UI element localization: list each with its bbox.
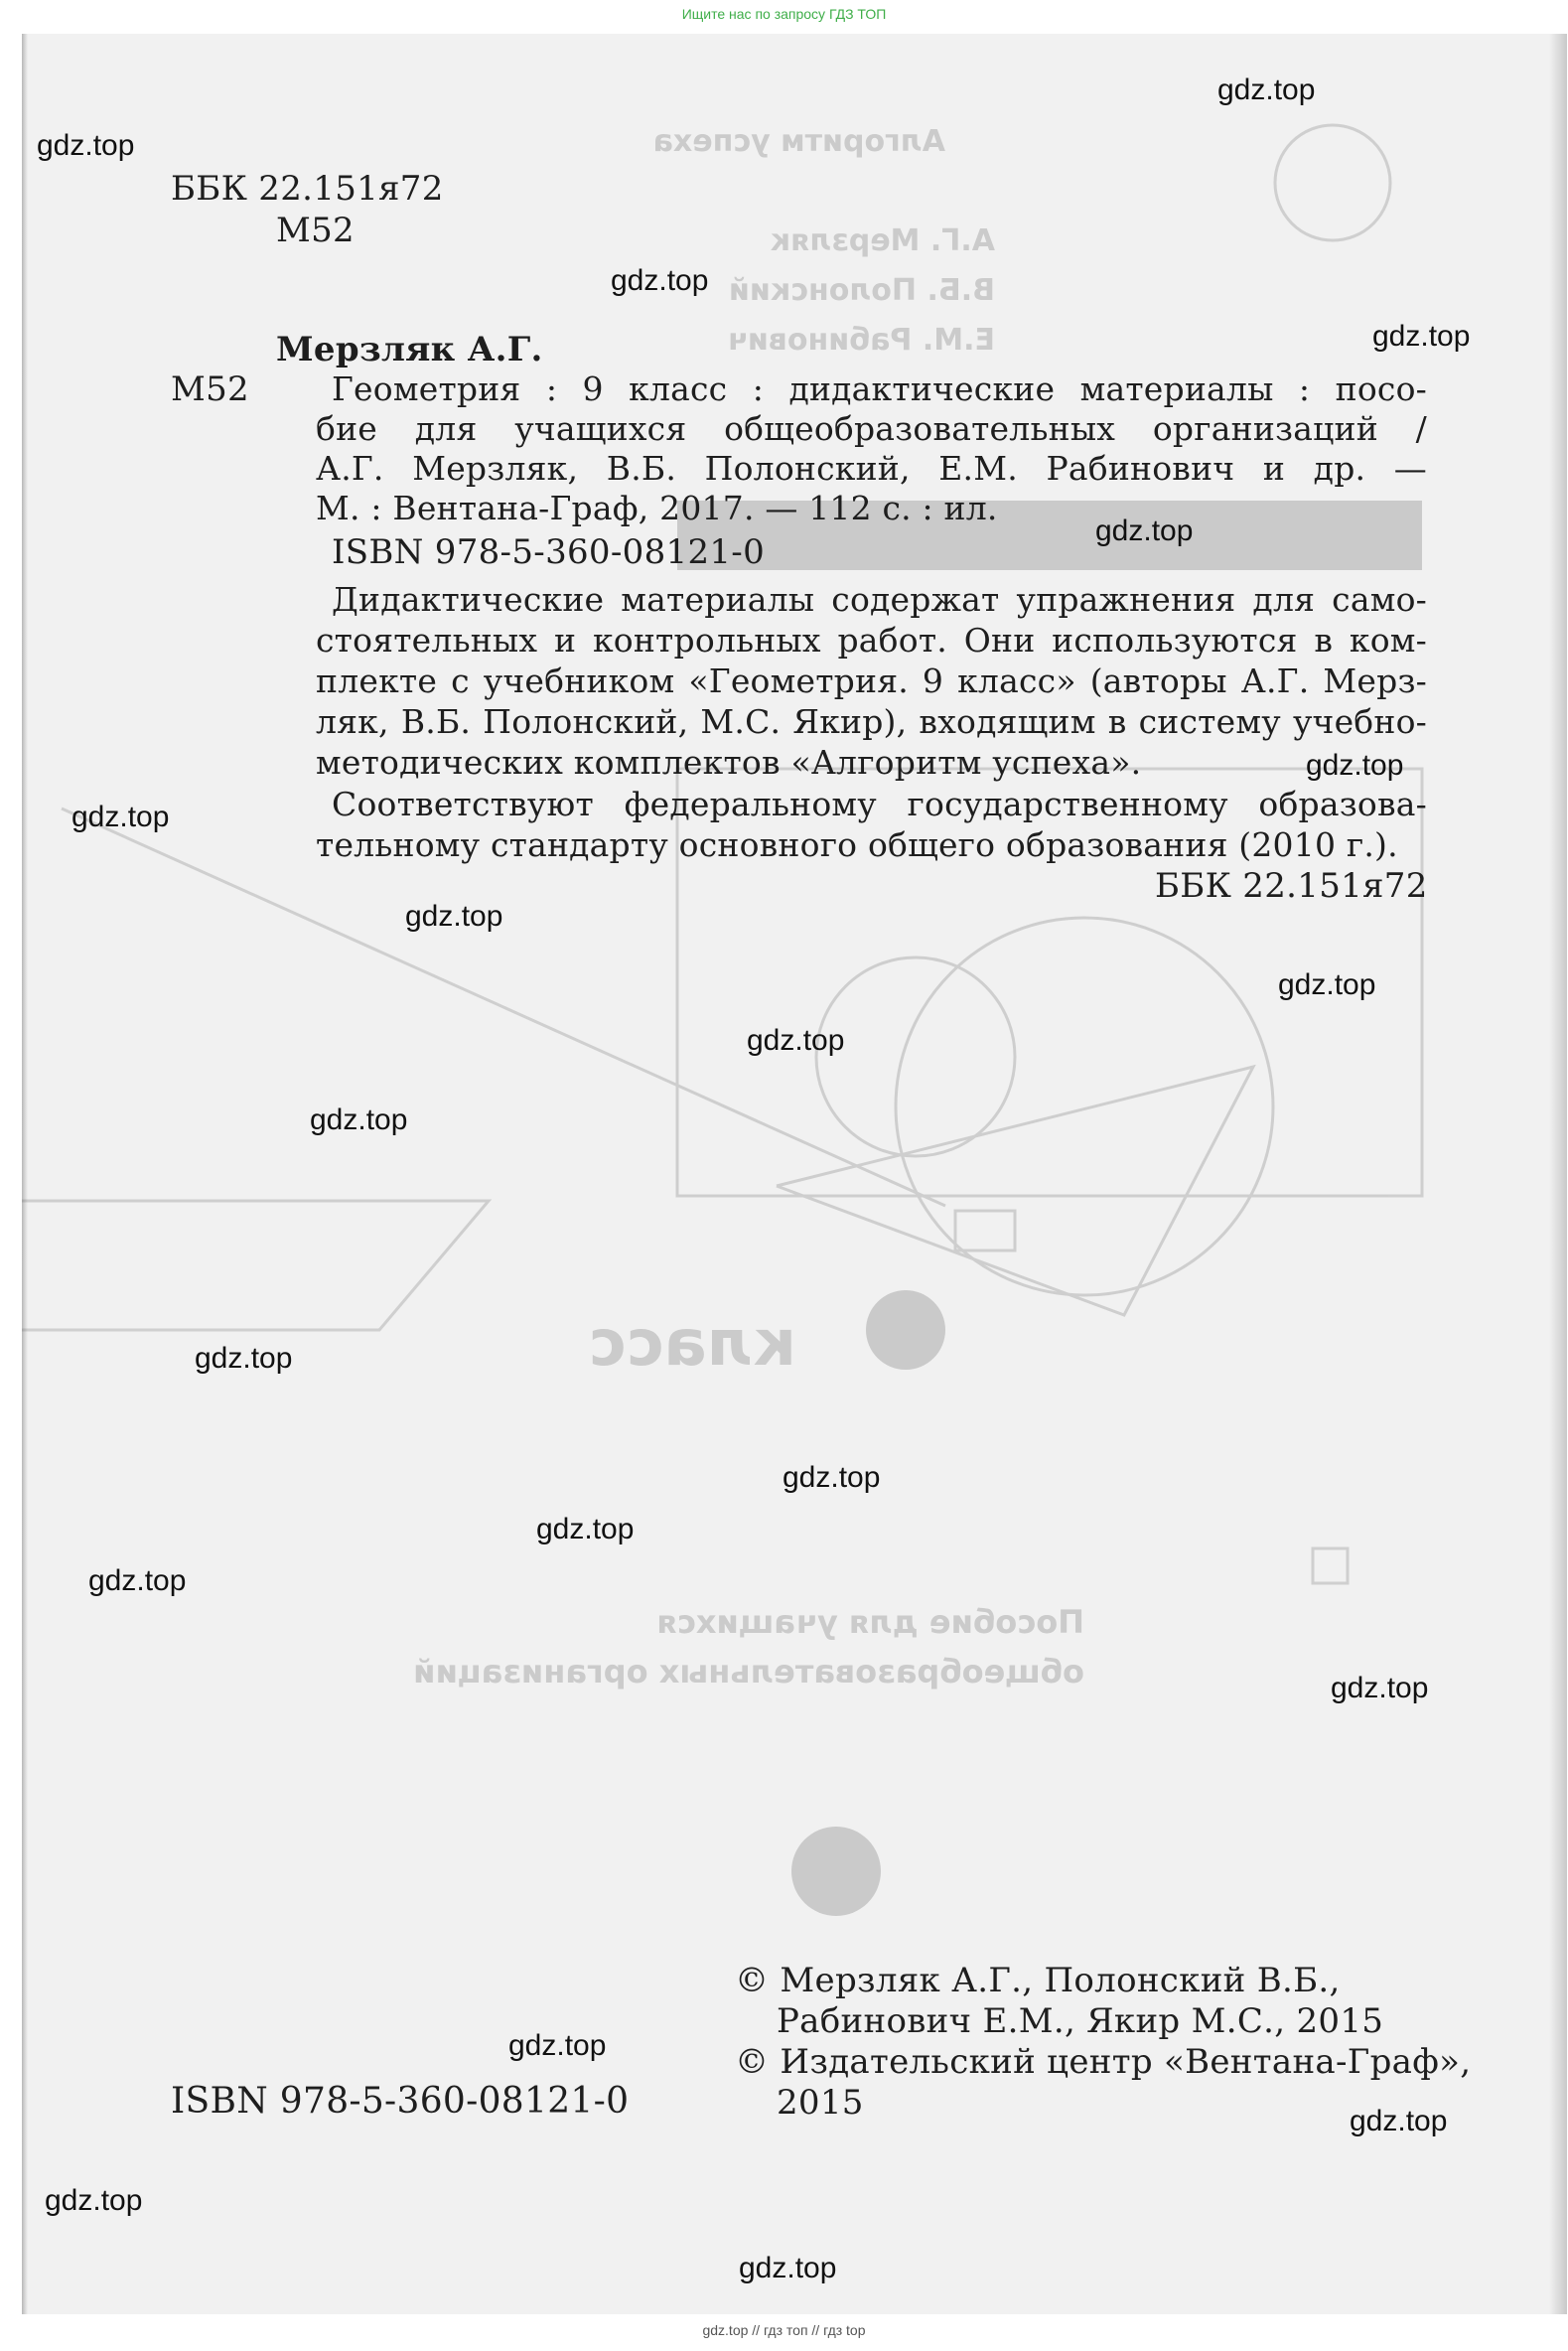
watermark: gdz.top bbox=[739, 2252, 837, 2284]
bleed-circle-small bbox=[816, 957, 1015, 1156]
entry-author: Мерзляк А.Г. bbox=[276, 330, 543, 369]
bleed-square bbox=[1313, 1548, 1348, 1583]
description-line-1: Дидактические материалы содержат упражнения для само- bbox=[332, 580, 1427, 619]
watermark: gdz.top bbox=[1372, 320, 1471, 353]
bleed-author-1: А.Г. Мерзляк bbox=[770, 223, 995, 258]
bleed-audience-2: общеобразовательных организаций bbox=[413, 1653, 1084, 1690]
author-mark: М52 bbox=[276, 211, 355, 250]
watermark: gdz.top bbox=[1217, 73, 1316, 106]
watermark: gdz.top bbox=[1306, 749, 1404, 782]
watermark: gdz.top bbox=[536, 1513, 635, 1545]
bbk-right: ББК 22.151я72 bbox=[1155, 866, 1428, 906]
bleed-circle-large bbox=[896, 918, 1273, 1295]
footer-banner[interactable]: gdz.top // гдз топ // гдз top bbox=[702, 2322, 866, 2338]
watermark: gdz.top bbox=[611, 264, 709, 297]
entry-line-3: А.Г. Мерзляк, В.Б. Полонский, Е.М. Рабинович и др. — bbox=[316, 449, 1427, 488]
bleed-line bbox=[62, 808, 945, 1206]
watermark: gdz.top bbox=[747, 1024, 845, 1057]
bleed-seal bbox=[1275, 125, 1390, 240]
watermark: gdz.top bbox=[1095, 514, 1194, 547]
description-line-2: стоятельных и контрольных работ. Они используются в ком- bbox=[316, 621, 1427, 660]
entry-line-1: Геометрия : 9 класс : дидактические материалы : посо- bbox=[332, 369, 1427, 408]
footer-isbn: ISBN 978-5-360-08121-0 bbox=[171, 2081, 630, 2122]
watermark: gdz.top bbox=[1278, 968, 1376, 1001]
bleed-series: Алгоритм успеха bbox=[652, 124, 945, 159]
entry-line-2: бие для учащихся общеобразовательных организаций / bbox=[316, 409, 1427, 448]
standard-line-1: Соответствуют федеральному государственному образова- bbox=[332, 785, 1427, 823]
bleed-author-3: Е.М. Рабинович bbox=[727, 323, 995, 358]
bleed-author-2: В.Б. Полонский bbox=[728, 273, 995, 308]
watermark: gdz.top bbox=[195, 1342, 293, 1375]
watermark: gdz.top bbox=[88, 1564, 187, 1597]
watermark: gdz.top bbox=[37, 129, 135, 162]
description-line-4: ляк, В.Б. Полонский, М.С. Якир), входящим в систему учебно- bbox=[316, 702, 1427, 741]
standard-line-2: тельному стандарту основного общего образования (2010 г.). bbox=[316, 825, 1398, 864]
copyright-line-3: © Издательский центр «Вентана-Граф», bbox=[735, 2042, 1472, 2082]
bleed-grade-digit bbox=[866, 1290, 945, 1370]
description-line-3: плекте с учебником «Геометрия. 9 класс» (авторы А.Г. Мерз- bbox=[316, 661, 1427, 700]
watermark: gdz.top bbox=[45, 2184, 143, 2217]
watermark: gdz.top bbox=[71, 801, 170, 833]
top-banner[interactable]: Ищите нас по запросу ГДЗ ТОП bbox=[681, 6, 887, 22]
copyright-line-1: © Мерзляк А.Г., Полонский В.Б., bbox=[735, 1961, 1341, 2000]
watermark: gdz.top bbox=[508, 2029, 607, 2062]
watermark: gdz.top bbox=[1331, 1672, 1429, 1704]
entry-isbn: ISBN 978-5-360-08121-0 bbox=[332, 532, 766, 572]
bleed-box bbox=[955, 1211, 1015, 1250]
bleed-panel bbox=[22, 1201, 489, 1330]
bbk-label: ББК 22.151я72 bbox=[171, 169, 444, 209]
copyright-line-4: 2015 bbox=[777, 2083, 864, 2123]
description-line-5: методических комплектов «Алгоритм успеха». bbox=[316, 743, 1142, 782]
entry-mark: М52 bbox=[171, 369, 249, 409]
watermark: gdz.top bbox=[405, 900, 503, 933]
entry-line-4: М. : Вентана-Граф, 2017. — 112 с. : ил. bbox=[316, 489, 998, 527]
watermark: gdz.top bbox=[310, 1103, 408, 1136]
bleed-logo bbox=[791, 1827, 881, 1916]
watermark: gdz.top bbox=[783, 1461, 881, 1494]
watermark: gdz.top bbox=[1350, 2105, 1448, 2137]
copyright-line-2: Рабинович Е.М., Якир М.С., 2015 bbox=[777, 2001, 1384, 2041]
bleed-audience-1: Пособие для учащихся bbox=[656, 1603, 1084, 1641]
bleed-grade: класс bbox=[588, 1307, 796, 1381]
bleed-chord bbox=[777, 1067, 1253, 1315]
